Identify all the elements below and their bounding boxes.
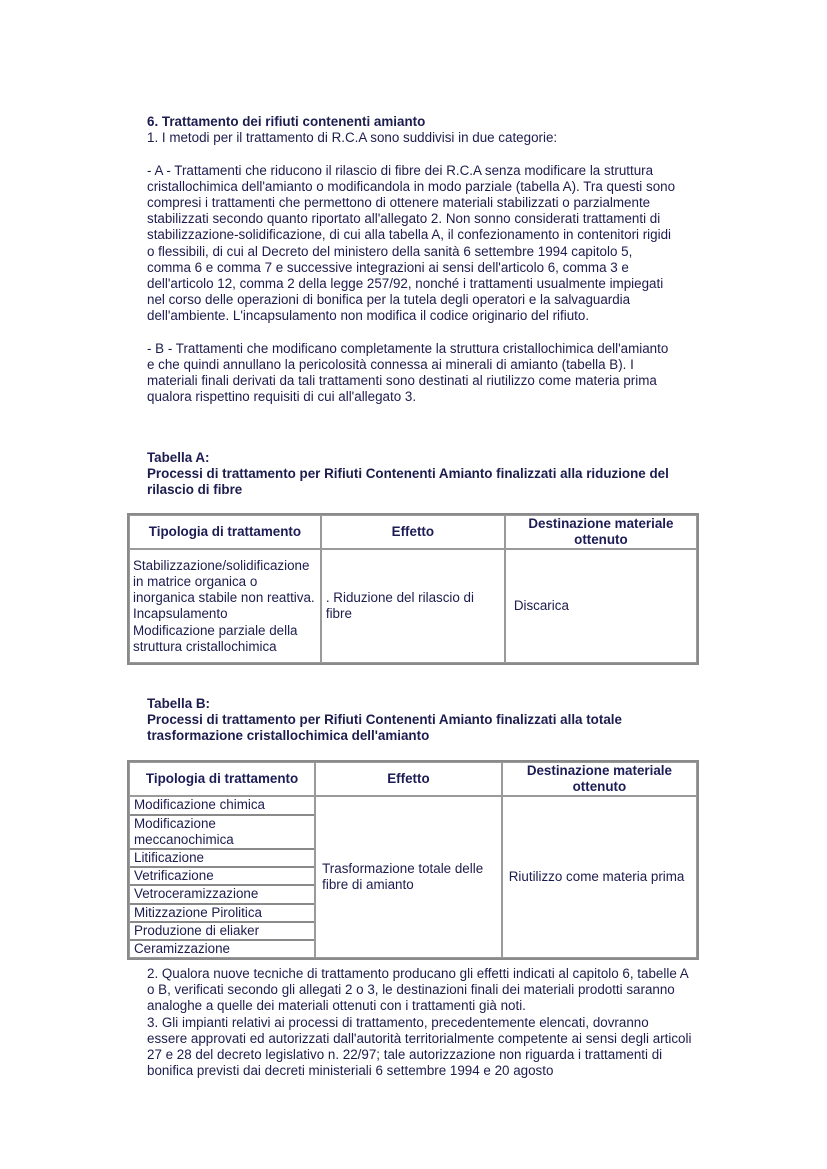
section-6 — [147, 114, 707, 406]
table-b-header-effetto: Effetto — [315, 762, 502, 796]
list-item: Vetroceramizzazione — [130, 885, 314, 903]
closing-section — [147, 966, 707, 1079]
table-row — [129, 796, 697, 958]
table-a — [127, 513, 699, 665]
section-title: 6. Trattamento dei rifiuti contenenti amianto — [147, 114, 426, 129]
table-a-title: Processi di trattamento per Rifiuti Contenenti Amianto finalizzati alla riduzione del rilascio di fibre — [147, 466, 669, 498]
table-b — [127, 760, 699, 960]
table-b-label: Tabella B: — [147, 696, 210, 711]
table-a-header-tipologia: Tipologia di trattamento — [129, 515, 321, 549]
table-a-header-effetto: Effetto — [321, 515, 505, 549]
table-b-header-destinazione: Destinazione materiale ottenuto — [502, 762, 697, 796]
table-a-caption — [147, 450, 707, 499]
table-row — [129, 549, 697, 663]
table-a-tipologia-cell — [129, 549, 321, 663]
table-b-effetto-cell: Trasformazione totale delle fibre di amianto — [315, 796, 502, 958]
table-a-header-row — [129, 515, 697, 549]
table-a-label: Tabella A: — [147, 450, 210, 465]
point-2-paragraph: 2. Qualora nuove tecniche di trattamento producano gli effetti indicati al capitolo 6, tabelle A o B, verificati secondo gli allegati 2 o 3, le destinazioni finali dei materiali prodotti saranno analoghe a quelle dei materiali ottenuti con i trattamenti già noti. — [147, 966, 688, 1014]
tipologia-item: Incapsulamento — [133, 606, 228, 622]
table-b-title: Processi di trattamento per Rifiuti Contenenti Amianto finalizzati alla totale trasformazione cristallochimica dell'amianto — [147, 712, 622, 744]
list-item: Ceramizzazione — [134, 941, 231, 957]
table-a-header-destinazione: Destinazione materiale ottenuto — [505, 515, 697, 549]
table-b-header-tipologia: Tipologia di trattamento — [129, 762, 315, 796]
table-b-tipologia-cell — [129, 796, 315, 958]
list-item: Modificazione meccanochimica — [130, 815, 314, 849]
table-a-effetto-cell: . Riduzione del rilascio di fibre — [321, 549, 505, 663]
list-item: Vetrificazione — [130, 867, 314, 885]
tipologia-list — [130, 797, 314, 957]
list-item: Produzione di eliaker — [130, 922, 314, 940]
list-item: Litificazione — [130, 849, 314, 867]
list-item: Modificazione chimica — [130, 797, 314, 814]
point-3-paragraph: 3. Gli impianti relativi ai processi di trattamento, precedentemente elencati, dovranno essere approvati ed autorizzati dall'autorità territorialmente competente ai sensi degli articoli 27 e 28 del decreto legislativo n. 22/97; tale autorizzazione non riguarda i trattamenti di bonifica previsti dai decreti ministeriali 6 settembre 1994 e 20 agosto — [147, 1014, 692, 1079]
tipologia-item: Modificazione parziale della struttura cristallochimica — [133, 622, 298, 654]
table-b-destinazione-cell: Riutilizzo come materia prima — [502, 796, 697, 958]
list-item: Mitizzazione Pirolitica — [130, 904, 314, 922]
category-b-paragraph: - B - Trattamenti che modificano completamente la struttura cristallochimica dell'amianto e che quindi annullano la pericolosità connessa ai minerali di amianto (tabella B). I materiali finali derivati da tali trattamenti sono destinati al riutilizzo come materia prima qualora rispettino requisiti di cui all'allegato 3. — [147, 340, 669, 405]
tipologia-item: Stabilizzazione/solidificazione in matrice organica o inorganica stabile non reattiva. — [133, 557, 315, 606]
intro-paragraph: 1. I metodi per il trattamento di R.C.A sono suddivisi in due categorie: — [147, 130, 558, 146]
category-a-paragraph: - A - Trattamenti che riducono il rilascio di fibre dei R.C.A senza modificare la struttura cristallochimica dell'amianto o modificandola in modo parziale (tabella A). Tra questi sono compresi i trattamenti che permettono di ottenere materiali stabilizzati o parzialmente stabilizzati secondo quanto riportato all'allegato 2. Non sonno considerati trattamenti di stabilizzazione-solidificazione, di cui alla tabella A, il confezionamento in contenitori rigidi o flessibili, di cui al Decreto del ministero della sanità 6 settembre 1994 capitolo 5, comma 6 e comma 7 e successive integrazioni ai sensi dell'articolo 6, comma 3 e dell'articolo 12, comma 2 della legge 257/92, nonché i trattamenti usualmente impiegati nel corso delle operazioni di bonifica per la tutela degli operatori e la salvaguardia dell'ambiente. L'incapsulamento non modifica il codice originario del rifiuto. — [147, 162, 676, 324]
table-b-caption — [147, 696, 707, 745]
table-a-destinazione-cell: Discarica — [505, 549, 697, 663]
table-b-header-row — [129, 762, 697, 796]
